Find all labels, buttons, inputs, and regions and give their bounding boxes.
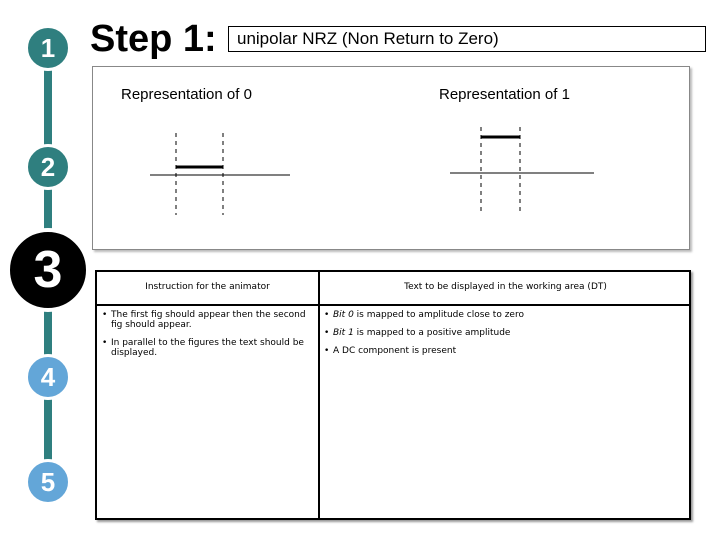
step-number: 5	[40, 466, 56, 497]
list-item	[321, 328, 681, 338]
step-4-circle[interactable]	[25, 354, 71, 400]
step-5-circle[interactable]	[25, 459, 71, 505]
column-divider	[318, 272, 320, 518]
item-text: is mapped to a positive amplitude	[353, 328, 511, 338]
topic-title: unipolar NRZ (Non Return to Zero)	[228, 26, 706, 52]
animator-instructions	[99, 310, 309, 366]
rep0-label: Representation of 0	[121, 86, 252, 103]
working-area	[92, 66, 690, 250]
instruction-table	[95, 270, 691, 520]
step-title: Step 1:	[90, 18, 217, 60]
step-2-circle[interactable]	[25, 144, 71, 190]
display-text-list	[321, 310, 681, 364]
display-text-header: Text to be displayed in the working area (DT)	[404, 282, 607, 292]
animator-instruction-header: Instruction for the animator	[145, 282, 270, 292]
bit-term: Bit 0	[333, 310, 354, 320]
list-item: • In parallel to the figures the text should be displayed.	[99, 338, 309, 358]
bit-1-waveform	[448, 122, 598, 214]
step-number: 2	[40, 151, 56, 182]
step-number: 3	[33, 241, 63, 299]
rep1-label: Representation of 1	[439, 86, 570, 103]
item-text: A DC component is present	[333, 346, 457, 356]
list-item: • The first fig should appear then the second fig should appear.	[99, 310, 309, 330]
step-3-circle[interactable]	[6, 228, 90, 312]
list-item	[321, 310, 681, 320]
list-item	[321, 346, 681, 356]
step-1-circle[interactable]	[25, 25, 71, 71]
bit-term: Bit 1	[333, 328, 354, 338]
step-number: 4	[40, 361, 56, 392]
header-divider	[97, 304, 689, 306]
bit-0-waveform	[148, 127, 293, 217]
item-text: is mapped to amplitude close to zero	[353, 310, 524, 320]
step-number: 1	[40, 32, 56, 63]
